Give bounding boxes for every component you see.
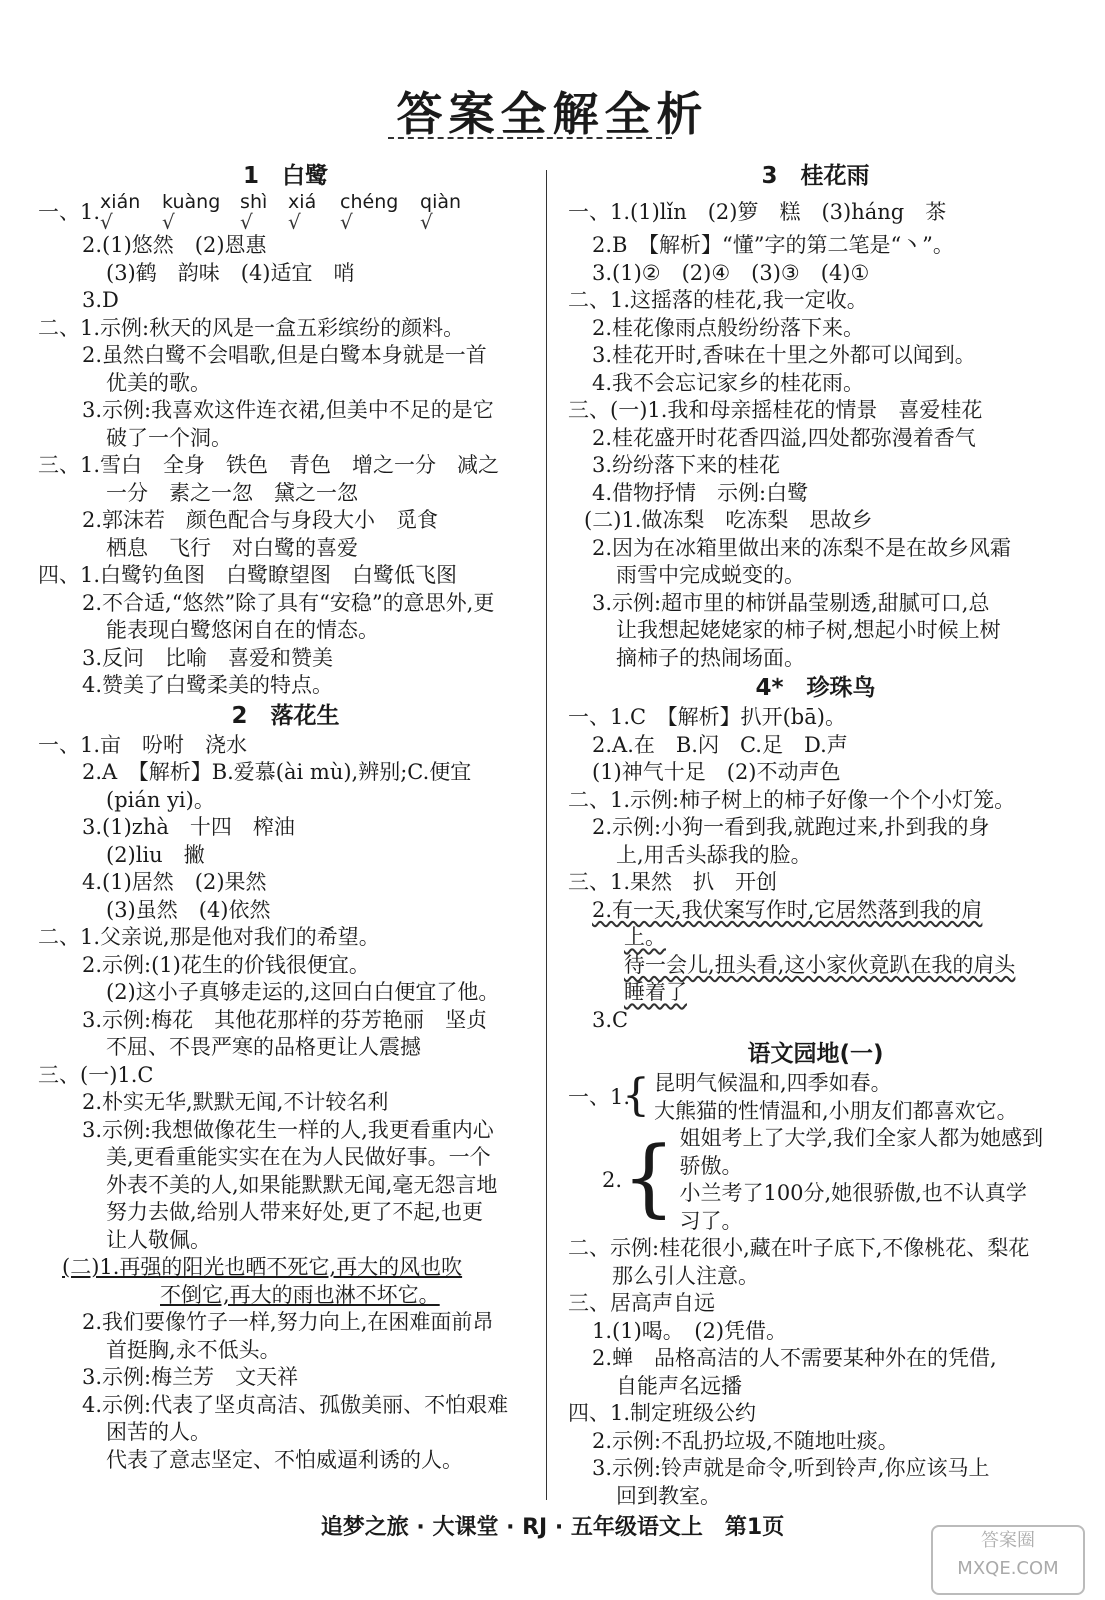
brace-icon: { bbox=[622, 1128, 676, 1226]
wavy-underlined-answer: 上。 bbox=[624, 925, 666, 949]
answer-line: 3.示例:我想做像花生一样的人,我更看重内心 bbox=[82, 1117, 494, 1142]
right-column bbox=[568, 160, 1063, 1510]
underlined-answer: 不倒它,再大的雨也淋不坏它。 bbox=[160, 1282, 440, 1307]
answer-line: 二、1.这摇落的桂花,我一定收。 bbox=[568, 288, 868, 312]
answer-line: 2.示例:小狗一看到我,就跑过来,扑到我的身 bbox=[592, 815, 990, 839]
answer-line: 2.朴实无华,默默无闻,不计较名利 bbox=[82, 1090, 389, 1114]
answer-line: 雨雪中完成蜕变的。 bbox=[616, 563, 805, 587]
brace-line: 昆明气候温和,四季如春。 bbox=[654, 1071, 892, 1095]
answer-line: 美,更看重能实实在在为人民做好事。一个 bbox=[106, 1145, 491, 1169]
answer-line: 能表现白鹭悠闲自在的情态。 bbox=[106, 618, 379, 642]
answer-line: 摘柿子的热闹场面。 bbox=[616, 645, 805, 670]
answer-line: 优美的歌。 bbox=[106, 370, 211, 395]
answer-line: 栖息 飞行 对白鹭的喜爱 bbox=[106, 535, 358, 560]
answer-line: 那么引人注意。 bbox=[612, 1263, 759, 1288]
answer-line: 2.因为在冰箱里做出来的冻梨不是在故乡风霜 bbox=[592, 535, 1012, 560]
watermark-text: 答案圈 bbox=[981, 1530, 1035, 1551]
pinyin-question bbox=[38, 192, 533, 232]
answer-line: 三、居高声自远 bbox=[568, 1291, 715, 1315]
answer-line: 3.桂花开时,香味在十里之外都可以闻到。 bbox=[592, 343, 976, 367]
check-mark-icon: √ bbox=[240, 210, 259, 234]
check-mark-icon: √ bbox=[420, 210, 439, 234]
answer-line: 2.我们要像竹子一样,努力向上,在困难面前昂 bbox=[82, 1310, 494, 1334]
answer-line: 2.桂花像雨点般纷纷落下来。 bbox=[592, 315, 865, 340]
answer-line: 4.示例:代表了坚贞高洁、孤傲美丽、不怕艰难 bbox=[82, 1392, 509, 1417]
pinyin-item: xiá bbox=[288, 191, 317, 213]
answer-line: 努力去做,给别人带来好处,更了不起,也更 bbox=[106, 1200, 484, 1224]
answer-line: 3.示例:梅兰芳 文天祥 bbox=[82, 1365, 299, 1389]
answer-line: 让人敬佩。 bbox=[106, 1227, 211, 1252]
answer-line: 3.反问 比喻 喜爱和赞美 bbox=[82, 645, 334, 670]
answer-line: 二、1.示例:秋天的风是一盒五彩缤纷的颜料。 bbox=[38, 315, 465, 340]
answer-line: (pián yi)。 bbox=[106, 787, 215, 812]
answer-line: 3.示例:超市里的柿饼晶莹剔透,甜腻可口,总 bbox=[592, 590, 990, 615]
answer-line: 上,用舌头舔我的脸。 bbox=[616, 842, 812, 867]
answer-line: 1.(1)喝。 (2)凭借。 bbox=[592, 1318, 788, 1343]
answer-line: 4.赞美了白鹭柔美的特点。 bbox=[82, 673, 334, 697]
answer-line: 一、1.(1)lǐn (2)箩 糕 (3)háng 茶 bbox=[568, 200, 947, 224]
wavy-underlined-answer: 待一会儿,扭头看,这小家伙竟趴在我的肩头 bbox=[624, 952, 1016, 977]
pinyin-item: kuàng bbox=[162, 191, 221, 213]
answer-line: 2.郭沫若 颜色配合与身段大小 觅食 bbox=[82, 508, 439, 532]
answer-line: 2.A 【解析】B.爱慕(ài mù),辨别;C.便宜 bbox=[82, 760, 472, 784]
answer-line: 回到教室。 bbox=[616, 1483, 721, 1508]
pinyin-item: qiàn bbox=[420, 191, 462, 213]
answer-line: 不屈、不畏严寒的品格更让人震撼 bbox=[106, 1035, 421, 1059]
answer-line: 3.C bbox=[592, 1007, 629, 1032]
answer-line: (3)鹤 韵味 (4)适宜 哨 bbox=[106, 260, 355, 285]
pinyin-row bbox=[100, 192, 480, 212]
answer-line: 四、1.制定班级公约 bbox=[568, 1401, 757, 1425]
answer-line: 2.虽然白鹭不会唱歌,但是白鹭本身就是一首 bbox=[82, 343, 487, 367]
answer-line: 二、1.示例:柿子树上的柿子好像一个个小灯笼。 bbox=[568, 787, 1016, 812]
answer-line: 让我想起姥姥家的柿子树,想起小时候上树 bbox=[616, 618, 1001, 642]
answer-line: 二、示例:桂花很小,藏在叶子底下,不像桃花、梨花 bbox=[568, 1236, 1030, 1260]
answer-line: 四、1.白鹭钓鱼图 白鹭瞭望图 白鹭低飞图 bbox=[38, 563, 458, 587]
brace-line: 小兰考了100分,她很骄傲,也不认真学 bbox=[679, 1181, 1027, 1205]
question-label: 一、1. bbox=[38, 200, 101, 224]
answer-line: (2)liu 撇 bbox=[106, 842, 205, 867]
answer-line: 破了一个洞。 bbox=[106, 425, 232, 450]
answer-line: 2.A.在 B.闪 C.足 D.声 bbox=[592, 732, 848, 757]
wavy-underlined-answer: 睡着了 bbox=[624, 980, 687, 1004]
site-watermark bbox=[931, 1525, 1085, 1595]
answer-line: 2.不合适,“悠然”除了具有“安稳”的意思外,更 bbox=[82, 590, 495, 615]
answer-line: 3.纷纷落下来的桂花 bbox=[592, 453, 781, 477]
answer-line: 三、(一)1.我和母亲摇桂花的情景 喜爱桂花 bbox=[568, 398, 983, 422]
answer-line: 困苦的人。 bbox=[106, 1420, 211, 1444]
answer-line: 3.(1)② (2)④ (3)③ (4)① bbox=[592, 260, 870, 285]
answer-line: 二、1.父亲说,那是他对我们的希望。 bbox=[38, 925, 380, 949]
section-heading-2: 2 落花生 bbox=[231, 702, 340, 729]
check-marks bbox=[100, 212, 480, 232]
pinyin-item: shì bbox=[240, 191, 268, 213]
section-heading-4: 4* 珍珠鸟 bbox=[755, 675, 876, 701]
pinyin-block bbox=[100, 192, 480, 232]
check-mark-icon: √ bbox=[162, 210, 181, 234]
pinyin-item: chéng bbox=[340, 191, 399, 213]
answer-line: 外表不美的人,如果能默默无闻,毫无怨言地 bbox=[106, 1172, 498, 1197]
answer-line: 3.(1)zhà 十四 榨油 bbox=[82, 815, 295, 839]
section-heading-1: 1 白鹭 bbox=[242, 163, 328, 189]
answer-line: 一、1.亩 吩咐 浇水 bbox=[38, 732, 248, 757]
answer-line: 一、1.C 【解析】扒开(bā)。 bbox=[568, 705, 846, 729]
answer-line: 代表了意志坚定、不怕威逼利诱的人。 bbox=[106, 1447, 463, 1472]
answer-line: 首挺胸,永不低头。 bbox=[106, 1337, 281, 1362]
answer-line: 三、1.果然 扒 开创 bbox=[568, 870, 778, 894]
answer-line: 3.示例:梅花 其他花那样的芬芳艳丽 坚贞 bbox=[82, 1007, 488, 1032]
section-heading-5: 语文园地(一) bbox=[747, 1041, 884, 1067]
check-mark-icon: √ bbox=[100, 210, 119, 234]
page-footer: 追梦之旅 · 大课堂 · RJ · 五年级语文上 第1页 bbox=[320, 1515, 785, 1540]
answer-line: 4.(1)居然 (2)果然 bbox=[82, 870, 267, 894]
answer-line: (二)1.做冻梨 吃冻梨 思故乡 bbox=[584, 508, 873, 532]
brace-group-2 bbox=[568, 1125, 1063, 1235]
brace-icon: { bbox=[622, 1070, 650, 1121]
answer-line: 3.D bbox=[82, 288, 119, 312]
check-mark-icon: √ bbox=[288, 210, 307, 234]
answer-line: (3)虽然 (4)依然 bbox=[106, 897, 271, 922]
underlined-answer: (二)1.再强的阳光也晒不死它,再大的风也吹 bbox=[62, 1255, 463, 1279]
column-divider bbox=[546, 170, 547, 1500]
question-label: 2. bbox=[601, 1168, 622, 1192]
question-label: 一、1. bbox=[568, 1085, 631, 1109]
watermark-url: MXQE.COM bbox=[957, 1558, 1059, 1579]
brace-line: 习了。 bbox=[679, 1208, 743, 1233]
wavy-underlined-answer: 2.有一天,我伏案写作时,它居然落到我的肩 bbox=[592, 897, 983, 922]
pinyin-item: xián bbox=[100, 191, 141, 213]
answer-line: 2.(1)悠然 (2)恩惠 bbox=[82, 233, 267, 257]
answer-line: 3.示例:铃声就是命令,听到铃声,你应该马上 bbox=[592, 1456, 990, 1480]
answer-line: (2)这小子真够走运的,这回白白便宜了他。 bbox=[106, 980, 500, 1004]
answer-line: 4.借物抒情 示例:白鹭 bbox=[592, 480, 809, 505]
answer-line: 一分 素之一忽 黛之一忽 bbox=[106, 480, 358, 505]
brace-line: 大熊猫的性情温和,小朋友们都喜欢它。 bbox=[654, 1098, 1018, 1123]
answer-line: 2.桂花盛开时花香四溢,四处都弥漫着香气 bbox=[592, 425, 976, 450]
title-underline bbox=[388, 137, 672, 139]
brace-group-1 bbox=[568, 1070, 1063, 1125]
page-title: 答案全解全析 bbox=[396, 87, 709, 141]
section-heading-3: 3 桂花雨 bbox=[761, 163, 870, 189]
answer-line: 2.示例:不乱扔垃圾,不随地吐痰。 bbox=[592, 1428, 899, 1453]
answer-line: 2.示例:(1)花生的价钱很便宜。 bbox=[82, 952, 370, 977]
answer-line: 三、(一)1.C bbox=[38, 1062, 154, 1087]
brace-line: 姐姐考上了大学,我们全家人都为她感到 bbox=[679, 1126, 1044, 1150]
answer-line: (1)神气十足 (2)不动声色 bbox=[592, 760, 841, 784]
brace-line: 骄傲。 bbox=[679, 1153, 743, 1178]
answer-line: 三、1.雪白 全身 铁色 青色 增之一分 减之 bbox=[38, 453, 500, 477]
answer-line: 2.蝉 品格高洁的人不需要某种外在的凭借, bbox=[592, 1346, 997, 1370]
left-column bbox=[38, 160, 533, 1474]
answer-line: 3.示例:我喜欢这件连衣裙,但美中不足的是它 bbox=[82, 398, 494, 422]
answer-line: 4.我不会忘记家乡的桂花雨。 bbox=[592, 370, 865, 395]
answer-line: 2.B 【解析】“懂”字的第二笔是“丶”。 bbox=[592, 233, 954, 257]
check-mark-icon: √ bbox=[340, 210, 359, 234]
answer-line: 自能声名远播 bbox=[616, 1373, 742, 1398]
